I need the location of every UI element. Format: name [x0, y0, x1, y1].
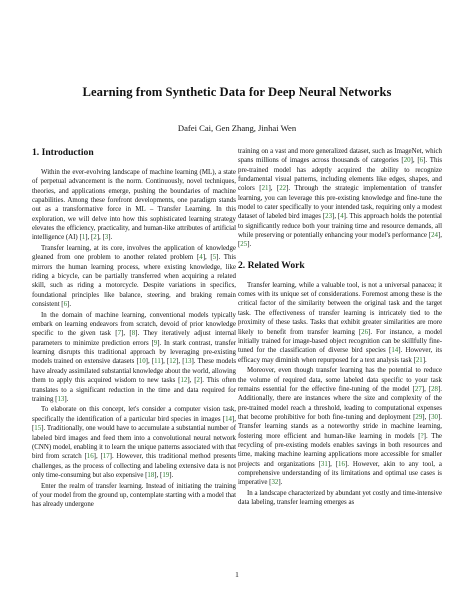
citation-link[interactable]: 23: [325, 213, 333, 221]
citation-link[interactable]: 12: [169, 358, 177, 366]
paragraph: training on a vast and more generalized dataset, such as ImageNet, which spans millions of images across thousands of categories [20], [6]. This pre-trained model has adeptly acquired the ability to recognize fundamental visual patterns, including elements like edges, shapes, and colors [21], [22]. Through the strategic implementation of transfer learning, you can leverage this pre-existing knowledge and fine-tune the model to cater specifically to your intended task, requiring only a modest dataset of labeled bird images [23], [4]. This approach holds the potential to significantly reduce both your training time and resource demands, all while preserving or potentially enhancing your model's performance [24], [25].: [238, 148, 442, 249]
page-number: 1: [235, 570, 239, 579]
citation-link[interactable]: ?: [420, 432, 424, 440]
citation-link[interactable]: 13: [57, 395, 65, 403]
citation-link[interactable]: 9: [153, 339, 158, 347]
citation-link[interactable]: 11: [154, 358, 161, 366]
paragraph: Transfer learning, while a valuable tool, is not a universal panacea; it comes with its unique set of considerations. Foremost among these is the critical factor of the similarity between the original task and the target task. The effectiveness of transfer learning is intricately tied to the proximity of these tasks. Tasks that exhibit greater similarities are more likely to benefit from transfer learning [26]. For instance, a model initially trained for image-based object recognition can be skillfully fine-tuned for the classification of diverse bird species [14]. However, its efficacy may diminish when repurposed for a text analysis task [21].: [238, 281, 442, 364]
paragraph: To elaborate on this concept, let's consider a computer vision task, specifically the identification of a particular bird species in images [14], [15]. Traditionally, one would have to accumulate a substantial number of labeled bird images and feed them into a convolutional neural network (CNN) model, enabling it to learn the unique patterns associated with that bird from scratch [16], [17]. However, this traditional method presents challenges, as the process of collecting and labeling extensive data is not only time-consuming but also expensive [18], [19].: [32, 406, 236, 479]
citation-link[interactable]: 6: [63, 301, 68, 309]
paragraph: Moreover, even though transfer learning has the potential to reduce the volume of required data, some labeled data specific to your task remains essential for the effective fine-tuning of the model [27], [28]. Additionally, there are instances where the size and complexity of the pre-trained model reach a threshold, leading to computational expenses that become prohibitive for both fine-tuning and deployment [29], [30]. Transfer learning stands as a noteworthy stride in machine learning, fostering more efficient and human-like learning in models [?]. The recycling of pre-existing models enables savings in both resources and time, making machine learning applications more accessible for smaller projects and organizations [31], [16]. However, akin to any tool, a comprehensive understanding of its limitations and optimal use cases is imperative [32].: [238, 367, 442, 487]
left-column: [32, 147, 236, 511]
citation-link[interactable]: 4: [340, 213, 344, 221]
citation-link[interactable]: 26: [361, 328, 369, 336]
citation-link[interactable]: 28: [431, 385, 438, 393]
citation-link[interactable]: 14: [391, 347, 399, 355]
citation-link[interactable]: 1: [81, 234, 86, 242]
citation-link[interactable]: 18: [147, 471, 155, 479]
citation-link[interactable]: 16: [338, 460, 345, 468]
citation-link[interactable]: 10: [138, 358, 146, 366]
introduction-continued: [238, 147, 442, 250]
citation-link[interactable]: 21: [261, 185, 269, 193]
citation-link[interactable]: 29: [415, 413, 423, 421]
paragraph: Enter the realm of transfer learning. Instead of initiating the training of your model from the ground up, contemplate starting with a model that has already undergone: [32, 482, 236, 509]
citation-link[interactable]: 2: [196, 377, 200, 385]
paragraph: In the domain of machine learning, conventional models typically embark on learning endeavors from scratch, devoid of prior knowledge specific to the given task [7], [8]. They iteratively adjust internal parameters to minimize prediction errors [9]. In stark contrast, transfer learning disrupts this traditional approach by leveraging pre-existing models trained on extensive datasets [10], [11], [12], [13]. These models have already assimilated substantial knowledge about the world, allowing them to apply this acquired wisdom to new tasks [12], [2]. This often translates to a significant reduction in the time and data required for training [13].: [32, 311, 237, 403]
citation-link[interactable]: 22: [279, 185, 287, 193]
citation-link[interactable]: 19: [162, 471, 170, 479]
citation-link[interactable]: 30: [431, 413, 438, 421]
citation-link[interactable]: 24: [431, 232, 438, 240]
section-heading-related-work: 2. Related Work: [238, 259, 305, 271]
section-heading-introduction: 1. Introduction: [32, 147, 94, 158]
citation-link[interactable]: 17: [102, 453, 110, 461]
citation-link[interactable]: 8: [131, 330, 136, 338]
citation-link[interactable]: 25: [240, 241, 248, 249]
citation-link[interactable]: 15: [34, 425, 42, 433]
citation-link[interactable]: 21: [415, 356, 423, 364]
citation-link[interactable]: 3: [104, 234, 109, 242]
citation-link[interactable]: 14: [225, 415, 232, 423]
citation-link[interactable]: 12: [180, 377, 188, 385]
citation-link[interactable]: 32: [271, 479, 279, 487]
citation-link[interactable]: 13: [184, 358, 192, 366]
related-work-body: [238, 281, 442, 508]
right-column: [238, 147, 442, 509]
citation-link[interactable]: 20: [403, 157, 411, 165]
citation-link[interactable]: 2: [93, 234, 97, 242]
paragraph: Transfer learning, at its core, involves the application of knowledge gleaned from one problem to another related problem [4], [5]. This mirrors the human learning process, where existing knowledge, like riding a bicycle, can be partially transferred when acquiring a related skill, such as riding a motorcycle. Despite variations in specifics, foundational principles like balance, steering, and braking remain consistent [6].: [32, 245, 236, 309]
citation-link[interactable]: 16: [86, 453, 94, 461]
citation-link[interactable]: 5: [212, 254, 217, 262]
author-list: Dafei Cai, Gen Zhang, Jinhai Wen: [177, 123, 297, 133]
introduction-body: [32, 168, 236, 510]
paragraph: In a landscape characterized by abundant yet costly and time-intensive data labeling, transfer learning emerges as: [238, 489, 442, 507]
citation-link[interactable]: 31: [320, 460, 328, 468]
citation-link[interactable]: 4: [199, 254, 203, 262]
paper-title: Learning from Synthetic Data for Deep Neural Networks: [82, 85, 392, 99]
citation-link[interactable]: 6: [419, 157, 424, 165]
citation-link[interactable]: 27: [414, 385, 422, 393]
citation-link[interactable]: 7: [117, 330, 122, 338]
paragraph: Within the ever-evolving landscape of machine learning (ML), a state of perpetual advancement is the norm. Continuously, novel techniques, theories, and applications emerge, pushing the boundaries of machine capabilities. Among these forefront developments, one paradigm stands out as a transformative force in ML – Transfer Learning. In this exploration, we will delve into how this sophisticated learning strategy elevates the efficiency, practicality, and human-like attributes of artificial intelligence (AI) [1], [2], [3].: [32, 169, 236, 242]
